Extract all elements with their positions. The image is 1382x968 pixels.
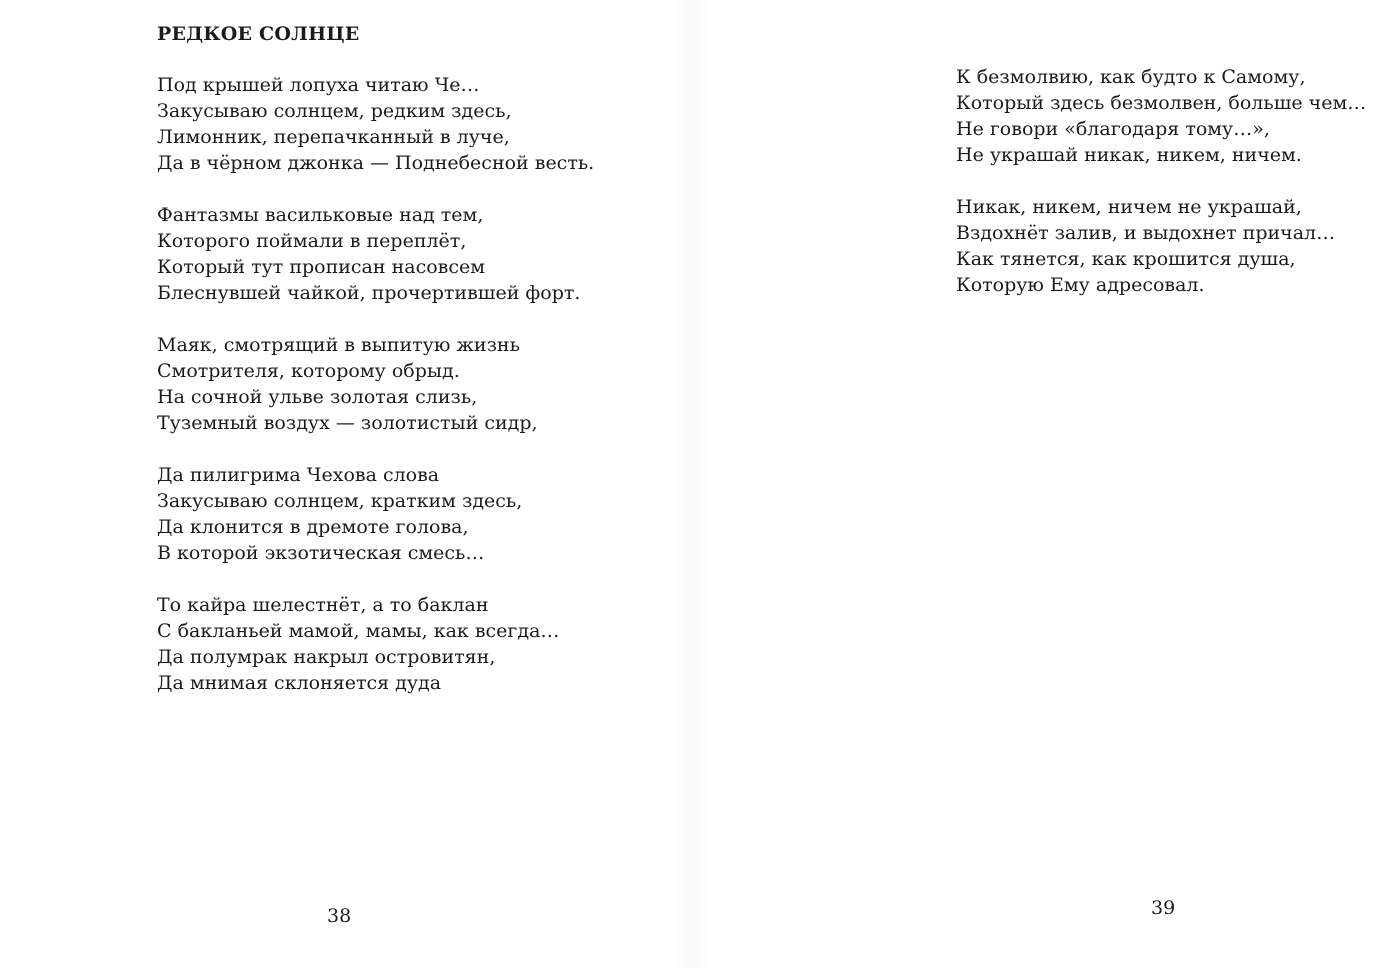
verse-line: Никак, никем, ничем не украшай, [956,196,1302,218]
verse-line: Блеснувшей чайкой, прочертившей форт. [157,282,581,304]
verse-line: Которую Ему адресовал. [956,274,1205,296]
verse-line: Фантазмы васильковые над тем, [157,204,484,226]
verse-line: Который здесь безмолвен, больше чем… [956,92,1367,114]
stanza [157,332,594,436]
stanza [157,462,594,566]
page-number-right: 39 [1151,897,1176,919]
page-number-left: 38 [327,905,352,927]
right-poem-body [956,64,1366,324]
verse-line: Как тянется, как крошится душа, [956,248,1296,270]
poem-title: РЕДКОЕ СОЛНЦЕ [157,23,360,45]
verse-line: Да в чёрном джонка — Поднебесной весть. [157,152,595,174]
verse-line: Под крышей лопуха читаю Че… [157,74,480,96]
stanza [157,202,594,306]
verse-line: Не украшай никак, никем, ничем. [956,144,1302,166]
verse-line: Смотрителя, которому обрыд. [157,360,460,382]
verse-line: Не говори «благодаря тому…», [956,118,1270,140]
verse-line: Да мнимая склоняется дуда [157,672,442,694]
verse-line: Закусываю солнцем, редким здесь, [157,100,512,122]
verse-line: Которого поймали в переплёт, [157,230,467,252]
verse-line: Маяк, смотрящий в выпитую жизнь [157,334,520,356]
verse-line: То кайра шелестнёт, а то баклан [157,594,489,616]
verse-line: В которой экзотическая смесь… [157,542,485,564]
stanza [157,592,594,696]
verse-line: Вздохнёт залив, и выдохнет причал… [956,222,1336,244]
verse-line: На сочной ульве золотая слизь, [157,386,478,408]
verse-line: Закусываю солнцем, кратким здесь, [157,490,523,512]
verse-line: Лимонник, перепачканный в луче, [157,126,510,148]
verse-line: С бакланьей мамой, мамы, как всегда… [157,620,560,642]
left-poem-body [157,72,594,722]
right-page [691,0,1382,968]
verse-line: К безмолвию, как будто к Самому, [956,66,1306,88]
stanza [157,72,594,176]
stanza [956,194,1366,298]
verse-line: Да пилигрима Чехова слова [157,464,440,486]
verse-line: Туземный воздух — золотистый сидр, [157,412,538,434]
verse-line: Да полумрак накрыл островитян, [157,646,496,668]
verse-line: Который тут прописан насовсем [157,256,486,278]
verse-line: Да клонится в дремоте голова, [157,516,469,538]
stanza [956,64,1366,168]
